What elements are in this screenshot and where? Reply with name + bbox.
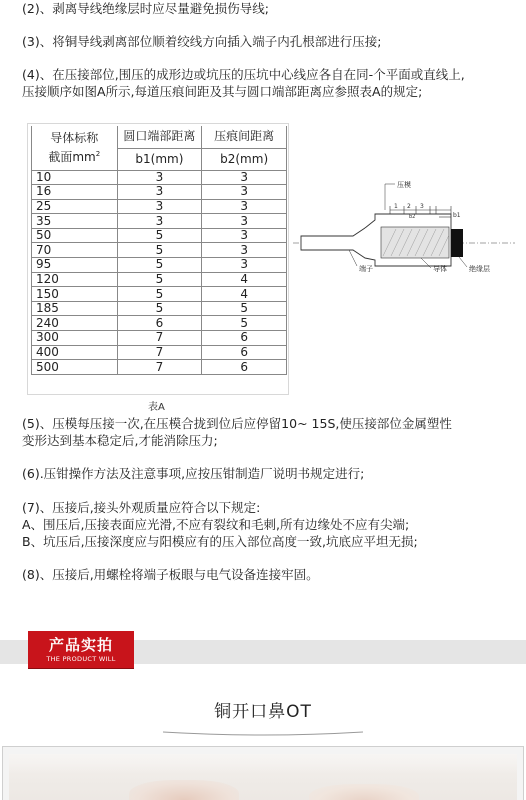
- cell-b2: 3: [202, 199, 287, 214]
- mark-2: 2: [407, 203, 411, 210]
- table-header-b2-unit: b2(mm): [202, 148, 287, 170]
- cell-section: 185: [32, 301, 118, 316]
- table-row: [32, 170, 287, 185]
- table-header-b1: 圆口端部距离: [117, 126, 202, 148]
- header-section-line2: 截面mm: [48, 150, 96, 165]
- conductor: [381, 227, 449, 258]
- cell-b2: 5: [202, 316, 287, 331]
- cell-b2: 6: [202, 331, 287, 346]
- cell-b1: 3: [117, 170, 202, 185]
- step-5-text-line1: (5)、压模每压接一次,在压模合拢到位后应停留10~ 15S,使压接部位金属塑性: [22, 416, 452, 431]
- cell-b2: 3: [202, 243, 287, 258]
- table-row: [32, 331, 287, 346]
- cell-section: 120: [32, 272, 118, 287]
- section-tag-en: THE PRODUCT WILL: [46, 655, 116, 663]
- terminal-tongue: [301, 228, 373, 258]
- table-row: [32, 272, 287, 287]
- step-4-text-line2: 压接顺序如图A所示,每道压痕间距及其与圆口端部距离应参照表A的规定;: [22, 84, 423, 99]
- table-row: [32, 287, 287, 302]
- product-photo-inner: [9, 754, 517, 800]
- section-tag-cn: 产品实拍: [48, 636, 113, 654]
- cell-section: 50: [32, 228, 118, 243]
- cell-b2: 4: [202, 272, 287, 287]
- table-row: [32, 243, 287, 258]
- cell-section: 300: [32, 331, 118, 346]
- cell-b1: 5: [117, 301, 202, 316]
- cell-b2: 6: [202, 345, 287, 360]
- cell-b1: 5: [117, 287, 202, 302]
- cell-b1: 3: [117, 185, 202, 200]
- insulation-leader: [459, 257, 467, 267]
- step-7-text: (7)、压接后,接头外观质量应符合以下规定:: [22, 500, 261, 515]
- cell-section: 500: [32, 360, 118, 375]
- cell-b1: 3: [117, 199, 202, 214]
- spec-table: [31, 126, 287, 375]
- cell-b2: 4: [202, 287, 287, 302]
- product-photo: [2, 746, 524, 800]
- cell-section: 240: [32, 316, 118, 331]
- table-row: [32, 301, 287, 316]
- step-7-item-b: B、坑压后,压接深度应与阳模应有的压入部位高度一致,坑底应平坦无损;: [22, 534, 418, 549]
- cell-b1: 5: [117, 228, 202, 243]
- header-section-sup: 2: [95, 150, 101, 159]
- label-insulation: 绝缘层: [469, 265, 490, 273]
- mark-1: 1: [394, 203, 398, 210]
- cell-b1: 7: [117, 360, 202, 375]
- table-row: [32, 360, 287, 375]
- mark-b2: b2: [409, 214, 416, 220]
- cell-section: 25: [32, 199, 118, 214]
- mark-3: 3: [420, 203, 424, 210]
- cell-section: 150: [32, 287, 118, 302]
- photo-bag-highlight: [9, 754, 517, 774]
- label-terminal: 端子: [359, 265, 373, 273]
- label-conductor: 导体: [433, 265, 447, 273]
- step-4-text-line1: (4)、在压接部位,围压的成形边或坑压的压坑中心线应各自在同-个平面或直线上,: [22, 67, 465, 82]
- label-b1: b1: [453, 212, 461, 219]
- cell-b1: 3: [117, 214, 202, 229]
- table-caption: 表A: [148, 402, 165, 413]
- table-row: [32, 185, 287, 200]
- cell-b2: 3: [202, 170, 287, 185]
- step-6-text: (6).压钳操作方法及注意事项,应按压钳制造厂说明书规定进行;: [22, 466, 365, 481]
- cell-b1: 7: [117, 331, 202, 346]
- cell-b2: 6: [202, 360, 287, 375]
- cell-b1: 6: [117, 316, 202, 331]
- step-7-item-a: A、围压后,压接表面应光滑,不应有裂纹和毛刺,所有边缘处不应有尖端;: [22, 517, 410, 532]
- cell-section: 10: [32, 170, 118, 185]
- header-section-line1: 导体标称: [50, 131, 99, 146]
- cell-b2: 3: [202, 185, 287, 200]
- cell-b2: 5: [202, 301, 287, 316]
- table-header-b1-unit: b1(mm): [117, 148, 202, 170]
- cell-section: 16: [32, 185, 118, 200]
- insulation: [451, 229, 463, 257]
- cell-b1: 5: [117, 243, 202, 258]
- table-body: [32, 170, 287, 374]
- table-header-b2: 压痕间距离: [202, 126, 287, 148]
- title-underline: [163, 728, 363, 738]
- cell-section: 95: [32, 258, 118, 273]
- spec-table-frame: [27, 123, 289, 395]
- step-8-text: (8)、压接后,用螺栓将端子板眼与电气设备连接牢固。: [22, 567, 319, 582]
- crimp-diagram: [291, 170, 517, 275]
- step-2-text: (2)、剥离导线绝缘层时应尽量避免损伤导线;: [22, 1, 269, 16]
- product-title: 铜开口鼻OT: [214, 702, 312, 722]
- cell-section: 70: [32, 243, 118, 258]
- table-row: [32, 345, 287, 360]
- cell-section: 35: [32, 214, 118, 229]
- table-row: [32, 316, 287, 331]
- step-3-text: (3)、将铜导线剥离部位顺着绞线方向插入端子内孔根部进行压接;: [22, 34, 382, 49]
- table-row: [32, 258, 287, 273]
- table-row: [32, 228, 287, 243]
- cell-section: 400: [32, 345, 118, 360]
- section-tag: [28, 631, 134, 669]
- table-row: [32, 199, 287, 214]
- cell-b1: 5: [117, 272, 202, 287]
- cell-b2: 3: [202, 228, 287, 243]
- label-die: 压模: [397, 181, 411, 189]
- photo-lug-right: [309, 784, 419, 800]
- photo-lug-left: [129, 780, 239, 800]
- cell-b2: 3: [202, 214, 287, 229]
- cell-b1: 5: [117, 258, 202, 273]
- cell-b1: 7: [117, 345, 202, 360]
- table-header-section: [32, 126, 118, 170]
- step-5-text-line2: 变形达到基本稳定后,才能消除压力;: [22, 433, 218, 448]
- table-row: [32, 214, 287, 229]
- cell-b2: 3: [202, 258, 287, 273]
